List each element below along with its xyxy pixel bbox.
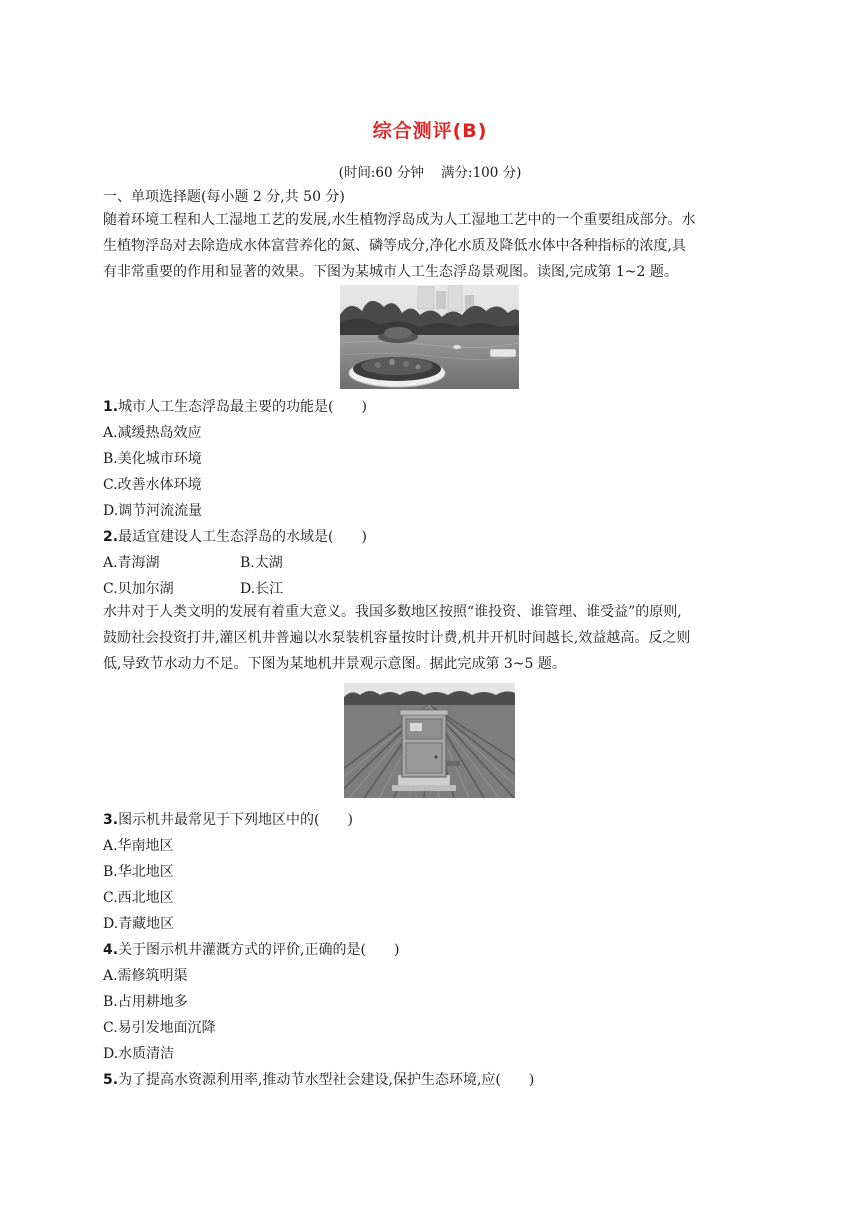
- q4-option-d[interactable]: D.水质清洁: [103, 1046, 175, 1062]
- question-stem: 城市人工生态浮岛最主要的功能是( ): [118, 399, 367, 415]
- q2-option-a[interactable]: A.青海湖: [103, 555, 160, 571]
- exam-subtitle: (时间:60 分钟 满分:100 分): [338, 165, 522, 181]
- question-3: [103, 810, 353, 830]
- question-number: 4.: [103, 942, 119, 958]
- passage-2-line: 水井对于人类文明的发展有着重大意义。我国多数地区按照“谁投资、谁管理、谁受益”的原则,: [103, 604, 682, 620]
- floating-island-photo: [340, 285, 519, 389]
- q1-option-c[interactable]: C.改善水体环境: [103, 477, 202, 493]
- passage-1-line: 随着环境工程和人工湿地工艺的发展,水生植物浮岛成为人工湿地工艺中的一个重要组成部分。水: [103, 212, 696, 228]
- question-stem: 最适宜建设人工生态浮岛的水域是( ): [118, 529, 367, 545]
- q3-option-c[interactable]: C.西北地区: [103, 890, 174, 906]
- question-number: 3.: [103, 812, 119, 828]
- passage-2: [103, 599, 763, 677]
- q4-option-b[interactable]: B.占用耕地多: [103, 994, 188, 1010]
- question-number: 2.: [103, 529, 119, 545]
- q2-option-c[interactable]: C.贝加尔湖: [103, 581, 174, 597]
- q1-option-a[interactable]: A.减缓热岛效应: [103, 425, 202, 441]
- q2-option-d[interactable]: D.长江: [240, 581, 284, 597]
- question-5: [103, 1070, 534, 1090]
- question-number: 1.: [103, 399, 119, 415]
- q4-option-c[interactable]: C.易引发地面沉降: [103, 1020, 216, 1036]
- q3-option-d[interactable]: D.青藏地区: [103, 916, 175, 932]
- q2-option-b[interactable]: B.太湖: [240, 555, 283, 571]
- q4-option-a[interactable]: A.需修筑明渠: [103, 968, 188, 984]
- machine-well-photo: [344, 683, 515, 798]
- floating-island-image: [340, 285, 519, 389]
- q1-option-b[interactable]: B.美化城市环境: [103, 451, 202, 467]
- question-stem: 为了提高水资源利用率,推动节水型社会建设,保护生态环境,应( ): [118, 1072, 535, 1088]
- question-4: [103, 940, 399, 960]
- machine-well-image: [344, 683, 515, 798]
- passage-1-line: 生植物浮岛对去除造成水体富营养化的氮、磷等成分,净化水质及降低水体中各种指标的浓度,具: [103, 238, 686, 254]
- question-number: 5.: [103, 1072, 119, 1088]
- question-2: [103, 527, 367, 547]
- q3-option-b[interactable]: B.华北地区: [103, 864, 174, 880]
- passage-1-line: 有非常重要的作用和显著的效果。下图为某城市人工生态浮岛景观图。读图,完成第 1~2 题。: [103, 264, 678, 280]
- passage-1: [103, 207, 763, 285]
- passage-2-line: 低,导致节水动力不足。下图为某地机井景观示意图。据此完成第 3~5 题。: [103, 656, 566, 672]
- exam-title: 综合测评(B): [372, 120, 488, 142]
- passage-2-line: 鼓励社会投资打井,灌区机井普遍以水泵装机容量按时计费,机井开机时间越长,效益越高。反之则: [103, 630, 691, 646]
- q3-option-a[interactable]: A.华南地区: [103, 838, 174, 854]
- question-stem: 关于图示机井灌溉方式的评价,正确的是( ): [118, 942, 400, 958]
- question-1: [103, 397, 367, 417]
- question-stem: 图示机井最常见于下列地区中的( ): [118, 812, 353, 828]
- section-heading: 一、单项选择题(每小题 2 分,共 50 分): [103, 189, 345, 205]
- q1-option-d[interactable]: D.调节河流流量: [103, 503, 203, 519]
